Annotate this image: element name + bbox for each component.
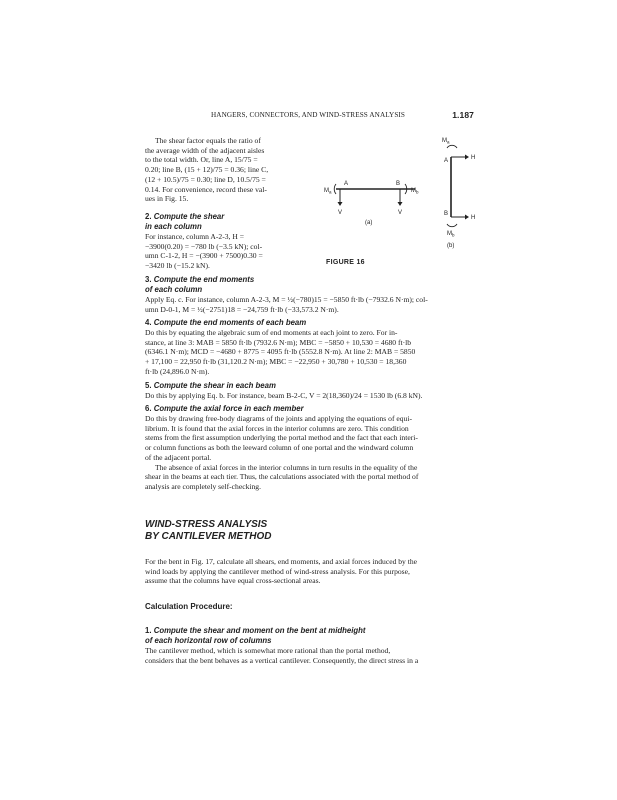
figure-16-diagram: [320, 132, 480, 267]
step-number: 2.: [145, 212, 152, 221]
step-5-heading: [145, 381, 276, 391]
text-line: −3900(0.20) = −780 lb (−3.5 kN); col-: [145, 241, 263, 251]
text-line: the average width of the adjacent aisles: [145, 145, 265, 155]
step-title: Compute the shear in each beam: [153, 381, 276, 390]
text-line: Do this by applying Eq. b. For instance, beam B-2-C, V = 2(18,360)/24 = 1530 lb (6.8 kN).: [145, 391, 423, 400]
step-title: Compute the axial force in each member: [153, 404, 304, 413]
joint-b-label: B: [444, 211, 449, 217]
joint-a-label: A: [444, 158, 449, 164]
text-line: + 17,100 = 22,950 ft·lb (31,120.2 N·m); MBC = −22,950 + 30,780 + 10,530 = 18,360: [145, 357, 407, 367]
text-line: (6346.1 N·m); MCD = −4680 + 8775 = 4095 ft·lb (5552.8 N·m). At line 2: MAB = 5850: [145, 347, 416, 357]
figure-part-a: [324, 181, 419, 226]
text-line: −3420 lb (−15.2 kN).: [145, 261, 210, 271]
joint-a-label: A: [344, 181, 349, 187]
text-line: analysis are completely self-checking.: [145, 481, 261, 491]
text-line: (12 + 10.5)/75 = 0.30; line D, 10.5/75 =: [145, 174, 266, 184]
section-intro: [145, 557, 475, 586]
text-line: 0.20; line B, (15 + 12)/75 = 0.36; line C,: [145, 165, 269, 175]
step-title: of each column: [145, 284, 203, 294]
text-line: 0.14. For convenience, record these val-: [145, 184, 267, 194]
shear-label-bottom: H: [471, 215, 476, 221]
procedure-heading: Calculation Procedure:: [145, 602, 233, 611]
figure-label-a: (a): [365, 220, 373, 226]
section-title: [145, 519, 272, 543]
shear-label-left: V: [338, 210, 343, 216]
section-title-line: BY CANTILEVER METHOD: [145, 531, 272, 542]
text-line: Do this by drawing free-body diagrams of the joints and applying the equations of equi-: [145, 414, 412, 423]
text-line: Apply Eq. c. For instance, column A-2-3, M = ½(−780)15 = −5850 ft·lb (−7932.6 N·m); col-: [145, 295, 428, 304]
step-6-heading: [145, 404, 304, 414]
moment-arc-bottom: [447, 224, 457, 227]
text-line: considers that the bent behaves as a vertical cantilever. Consequently, the direct stress in a: [145, 655, 419, 665]
running-header-title: HANGERS, CONNECTORS, AND WIND-STRESS ANALYSIS: [211, 111, 406, 119]
arrow-head: [465, 155, 469, 160]
step-title: of each horizontal row of columns: [145, 635, 272, 645]
step-number: 5.: [145, 381, 152, 390]
shear-label-right: V: [398, 210, 403, 216]
moment-arc-left: [334, 184, 336, 194]
moment-label-top: $M_a$: [442, 138, 450, 145]
moment-label-a: $M_a$: [324, 188, 332, 195]
step-title: Compute the shear and moment on the bent at midheight: [153, 626, 366, 635]
text-line: ft·lb (24,896.0 N·m).: [145, 366, 210, 376]
text-line: stance, at line 3: MAB = 5850 ft·lb (7932.6 N·m); MBC = −5850 + 10,530 = 4680 ft·lb: [145, 337, 412, 347]
text-line: stems from the first assumption underlying the portal method and the fact that each interi-: [145, 433, 418, 443]
text-line: ues in Fig. 15.: [145, 194, 189, 204]
arrow-head: [398, 202, 403, 206]
step-4-heading: [145, 318, 306, 328]
intro-paragraph: [145, 136, 311, 204]
step-title: Compute the shear: [153, 212, 225, 221]
text-line: The shear factor equals the ratio of: [155, 136, 261, 145]
text-line: For the bent in Fig. 17, calculate all shears, end moments, and axial forces induced by the: [145, 557, 418, 566]
step-4-body: [145, 328, 475, 377]
step-number: 4.: [145, 318, 152, 327]
text-line: The absence of axial forces in the interior columns in turn results in the equality of the: [155, 462, 418, 472]
step-title: Compute the end moments of each beam: [153, 318, 307, 327]
moment-arc-top: [447, 145, 457, 148]
text-line: shear in the beams at each tier. Thus, the calculations associated with the portal method of: [145, 472, 419, 482]
shear-label-top: H: [471, 155, 476, 161]
text-line: assume that the columns have equal cross-sectional areas.: [145, 576, 321, 586]
figure-label-b: (b): [447, 243, 455, 249]
section-title-line: WIND-STRESS ANALYSIS: [145, 519, 268, 530]
text-line: umn D-0-1, M = ½(−2751)18 = −24,759 ft·lb (−33,573.2 N·m).: [145, 304, 339, 314]
step-number: 1.: [145, 626, 152, 635]
text-line: or column functions as both the leeward column of one portal and the windward column: [145, 443, 414, 453]
step-3-heading: [145, 275, 254, 294]
text-line: umn C-1-2, H = −(3900 + 7500)0.30 =: [145, 251, 263, 261]
arrow-head: [465, 215, 469, 220]
text-line: librium. It is found that the axial forces in the interior columns are zero. This condition: [145, 423, 409, 433]
joint-b-label: B: [396, 181, 401, 187]
figure-caption: FIGURE 16: [326, 259, 365, 266]
figure-part-b: [442, 138, 475, 249]
text-line: Do this by equating the algebraic sum of end moments at each joint to zero. For in-: [145, 328, 398, 337]
step-number: 3.: [145, 275, 152, 284]
text-line: to the total width. Or, line A, 15/75 =: [145, 155, 258, 165]
moment-label-b: $M_b$: [411, 188, 419, 195]
step-number: 6.: [145, 404, 152, 413]
step-3-body: [145, 295, 475, 314]
text-line: wind loads by applying the cantilever method of wind-stress analysis. For this purpose,: [145, 566, 410, 576]
step-title: in each column: [145, 221, 202, 231]
step-2-heading: [145, 212, 224, 231]
step-title: Compute the end moments: [153, 275, 255, 284]
step-5-body: [145, 391, 475, 401]
text-line: The cantilever method, which is somewhat more rational than the portal method,: [145, 646, 391, 655]
arrow-head: [338, 202, 343, 206]
step-2-body: [145, 232, 311, 271]
moment-label-bottom: $M_b$: [447, 231, 455, 238]
text-line: of the adjacent portal.: [145, 452, 212, 462]
text-line: For instance, column A-2-3, H =: [145, 232, 244, 241]
page-number: 1.187: [452, 110, 474, 120]
cantilever-step-1-heading: [145, 626, 366, 645]
cantilever-step-1-body: [145, 646, 475, 665]
step-6-body: [145, 414, 475, 492]
